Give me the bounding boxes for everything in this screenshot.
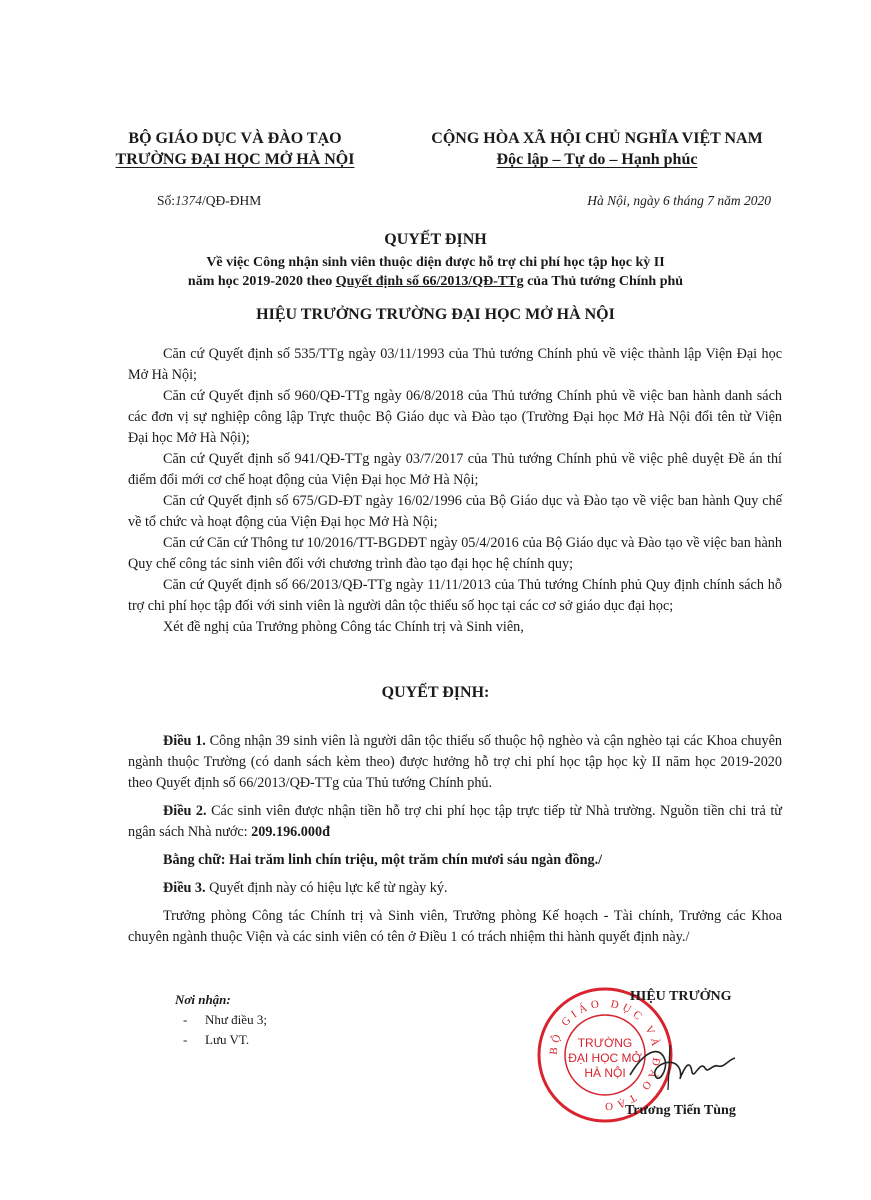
recipient-item: - Như điều 3; — [175, 1010, 267, 1030]
basis-paragraph: Xét đề nghị của Trưởng phòng Công tác Chính trị và Sinh viên, — [163, 619, 524, 635]
date-day: 6 — [662, 193, 670, 208]
signer-title: HIỆU TRƯỞNG — [630, 989, 732, 1004]
signature-icon — [620, 1030, 740, 1100]
subject-part-a: năm học 2019-2020 theo — [187, 274, 336, 289]
article-3 — [128, 878, 782, 899]
school-name: TRƯỜNG ĐẠI HỌC MỞ HÀ NỘI — [115, 151, 355, 168]
basis-paragraph: Căn cứ Quyết định số 66/2013/QĐ-TTg ngày 11/11/2013 của Thủ tướng Chính phủ Quy định chính sách hỗ trợ chi phí học tập đối với sinh viên là người dân tộc thiểu số học tại các cơ sở giáo dục đại học; — [128, 577, 782, 614]
doc-no-handwritten: 1374 — [175, 193, 203, 208]
decision-heading: QUYẾT ĐỊNH: — [381, 684, 490, 701]
recipient-item: - Lưu VT. — [175, 1030, 267, 1050]
basis-paragraph: Căn cứ Quyết định số 675/GD-ĐT ngày 16/02/1996 của Bộ Giáo dục và Đào tạo về việc ban hành Quy chế về tổ chức và hoạt động của Viện Đại học Mở Hà Nội; — [128, 493, 782, 530]
subject-line-2 — [0, 272, 871, 291]
signer-name: Trương Tiến Tùng — [625, 1103, 736, 1118]
seal-ring-text: BỘ GIÁO DỤC VÀ ĐÀO TẠO — [547, 997, 663, 1113]
seal-line-2: ĐẠI HỌC MỞ — [568, 1051, 642, 1065]
date-year: năm 2020 — [717, 193, 771, 208]
national-header — [392, 128, 802, 170]
national-motto: Độc lập – Tự do – Hạnh phúc — [496, 151, 698, 168]
date-month-word: tháng — [673, 193, 704, 208]
legal-bases — [128, 344, 782, 638]
article-2-text: Các sinh viên được nhận tiền hỗ trợ chi phí học tập trực tiếp từ Nhà trường. Nguồn tiền chi trả từ ngân sách Nhà nước: — [128, 803, 782, 840]
basis-paragraph: Căn cứ Quyết định số 535/TTg ngày 03/11/1993 của Thủ tướng Chính phủ về việc thành lập Viện Đại học Mở Hà Nội; — [128, 346, 782, 383]
execution-clause: Trưởng phòng Công tác Chính trị và Sinh viên, Trưởng phòng Kế hoạch - Tài chính, Trưởng các Khoa chuyên ngành thuộc Viện và các sinh viên có tên ở Điều 1 có trách nhiệm thi hành quyết định này./ — [128, 908, 782, 945]
doc-no-suffix: /QĐ-ĐHM — [202, 193, 262, 208]
authority-heading: HIỆU TRƯỞNG TRƯỜNG ĐẠI HỌC MỞ HÀ NỘI — [256, 306, 615, 323]
articles — [128, 731, 782, 948]
seal-line-3: HÀ NỘI — [584, 1066, 626, 1080]
country-name: CỘNG HÒA XÃ HỘI CHỦ NGHĨA VIỆT NAM — [431, 130, 763, 147]
subject-line-1: Về việc Công nhận sinh viên thuộc diện được hỗ trợ chi phí học tập học kỳ II — [206, 255, 665, 270]
issuer-header — [70, 128, 400, 170]
recipients-label: Nơi nhận: — [175, 992, 231, 1007]
amount-in-words: Bằng chữ: Hai trăm linh chín triệu, một trăm chín mươi sáu ngàn đồng./ — [163, 852, 603, 868]
basis-paragraph: Căn cứ Quyết định số 941/QĐ-TTg ngày 03/7/2017 của Thủ tướng Chính phủ về việc phê duyệt Đề án thí điểm đổi mới cơ chế hoạt động của Viện Đại học Mở Hà Nội; — [128, 451, 782, 488]
date-month: 7 — [707, 193, 714, 208]
doc-no-prefix: Số: — [157, 193, 176, 208]
document-number — [157, 193, 261, 209]
document-title: QUYẾT ĐỊNH — [384, 231, 487, 248]
article-1-text: Công nhận 39 sinh viên là người dân tộc thiểu số thuộc hộ nghèo và cận nghèo tại các Khoa chuyên ngành thuộc Trường (có danh sách kèm theo) được hưởng hỗ trợ chi phí học tập học kỳ II năm học 2019-2020 theo Quyết định số 66/2013/QĐ-TTg của Thủ tướng Chính phủ. — [128, 733, 782, 791]
article-2-label: Điều 2. — [163, 803, 207, 819]
date-prefix: Hà Nội, ngày — [587, 193, 660, 208]
seal-line-1: TRƯỜNG — [577, 1036, 633, 1050]
ministry-name: BỘ GIÁO DỤC VÀ ĐÀO TẠO — [128, 130, 342, 147]
subject-part-b: Quyết định số 66/2013/QĐ-TTg — [335, 274, 524, 289]
article-3-text: Quyết định này có hiệu lực kể từ ngày ký. — [205, 880, 448, 896]
article-2-amount: 209.196.000đ — [251, 824, 330, 840]
basis-paragraph: Căn cứ Quyết định số 960/QĐ-TTg ngày 06/8/2018 của Thủ tướng Chính phủ về việc ban hành danh sách các đơn vị sự nghiệp công lập Trực thuộc Bộ Giáo dục và Đào tạo (Trường Đại học Mở Hà Nội đổi tên từ Viện Đại học Mở Hà Nội); — [128, 388, 782, 446]
article-1 — [128, 731, 782, 794]
place-and-date — [587, 193, 771, 209]
article-3-label: Điều 3. — [163, 880, 206, 896]
article-2 — [128, 801, 782, 843]
article-1-label: Điều 1. — [163, 733, 206, 749]
subject-part-c: của Thủ tướng Chính phủ — [523, 274, 684, 289]
recipients-block — [175, 990, 267, 1050]
basis-paragraph: Căn cứ Căn cứ Thông tư 10/2016/TT-BGDĐT ngày 05/4/2016 của Bộ Giáo dục và Đào tạo về việc ban hành Quy chế công tác sinh viên đối với chương trình đào tạo đại học hệ chính quy; — [128, 535, 782, 572]
